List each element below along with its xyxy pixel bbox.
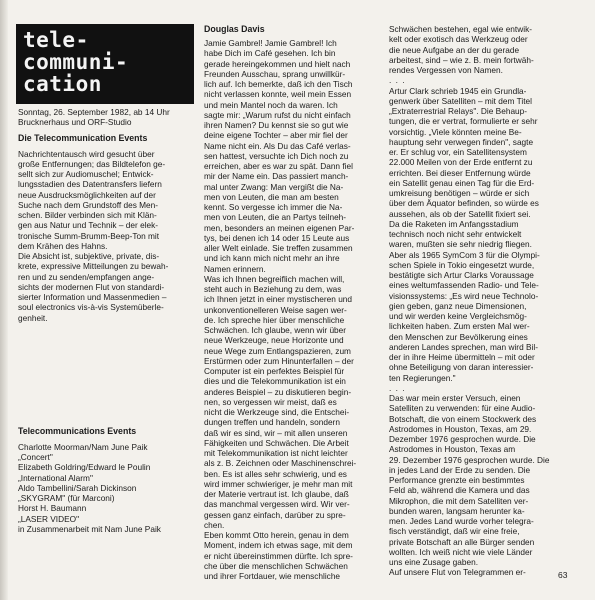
text-line: men von Leuten, die an Partys teilneh- — [204, 212, 347, 223]
text-line: in Zusammenarbeit mit Nam June Paik — [18, 523, 161, 534]
article-text — [204, 38, 380, 581]
text-line: den Menschen zur Bevölkerung eines — [389, 331, 528, 342]
text-line: private Botschaft an alle Bürger senden — [389, 536, 535, 547]
text-line: errichten. Bei dieser Entfernung würde — [389, 167, 531, 178]
text-line: Elizabeth Goldring/Edward le Poulin — [18, 462, 151, 473]
binding-gutter — [0, 0, 8, 600]
text-line: Artur Clark schrieb 1945 ein Grundla- — [389, 85, 527, 96]
title-block — [16, 24, 194, 104]
text-line: krete, expressive Mitteilungen zu bewah- — [18, 261, 169, 272]
text-line: tys, bei denen ich 14 oder 15 Leute aus — [204, 232, 350, 243]
column-middle — [204, 24, 380, 581]
text-line: lichkeiten haben. Zum ersten Mal wer- — [389, 321, 530, 332]
text-line: ein Satellit genau einen Tag für die Erd- — [389, 177, 535, 188]
text-line: Astrodomes in Houston, Texas am — [389, 444, 516, 455]
text-line: große Entfernungen; das Bildtelefon ge- — [18, 158, 166, 169]
text-line: Astrodomes in Houston, Texas, am 29. — [389, 423, 532, 434]
text-line: Nachrichtentausch wird gesucht über — [18, 148, 155, 159]
text-line: Schwächen bestehen, egal wie entwik- — [389, 24, 532, 34]
text-line: Jamie Gambrel! Jamie Gambrel! Ich — [204, 38, 337, 48]
text-line: Erstürmen oder zum Hinunterfallen – der — [204, 355, 354, 366]
text-line: über dem Äquator befinden, so würde es — [389, 198, 539, 209]
text-line: sierter Information und Massenmedien – — [18, 292, 167, 302]
text-line: gen aus Natur und Technik – der elek- — [18, 220, 159, 231]
text-line: die neue Aufgabe an der du gerade — [389, 44, 520, 55]
text-line: bestätigte sich Artur Clarks Voraussage — [389, 270, 534, 280]
text-line: „SKYGRAM" (für Marconi) — [18, 493, 115, 503]
text-line: men. Jedes Land wurde vorher telegra- — [389, 516, 534, 526]
article-text-continued — [389, 24, 575, 75]
clark-paragraph — [389, 86, 575, 383]
text-line: rendes Vergessen von Namen. — [389, 65, 503, 75]
text-line: neue Wege zum Entlangspazieren, zum — [204, 345, 351, 356]
text-line: neue Ausdrucksmöglichkeiten auf der — [18, 189, 156, 200]
event-venue: Brucknerhaus und ORF-Studio — [18, 117, 132, 128]
text-line: schen Spiele in Tokio eingesetzt wurde, — [389, 259, 535, 270]
text-line: Aber als 1965 SymCom 3 für die Olympi- — [389, 249, 540, 260]
text-line: daß wir es sind, wir – mit allen unseren — [204, 427, 348, 438]
text-line: lungsstadien des Datentransfers liefern — [18, 179, 162, 190]
text-line: Aldo Tambellini/Sarah Dickinson — [18, 482, 137, 493]
text-line: und wir werden keine Vergleichsmög- — [389, 311, 527, 321]
text-line: Fähigkeiten und Schwächen. Die Arbeit — [204, 437, 349, 448]
text-line: erreichen, aber es war zu spät. Dann fiel — [204, 161, 353, 171]
text-line: tronische Summ-Brumm-Beep-Ton mit — [18, 230, 160, 241]
text-line: „LASER VIDEO" — [18, 513, 80, 524]
text-line: Charlotte Moorman/Nam June Paik — [18, 441, 148, 452]
column-left — [18, 107, 194, 534]
text-line: vorsichtig. „Viele könnten meine Be- — [389, 126, 522, 137]
text-line: gessen ganz einfach, darüber zu spre- — [204, 509, 346, 520]
text-line: mal unter Zwang: Man vergißt die Na- — [204, 181, 344, 192]
text-line: technisch noch nicht sehr entwickelt — [389, 229, 522, 239]
text-line: Eben kommt Otto herein, genau in dem — [204, 530, 349, 540]
text-line: und ich kann mich nicht mehr an ihre — [204, 253, 340, 264]
text-line: der Materie vertraut ist. Ich glaube, daß — [204, 489, 349, 499]
text-line: waren, mußten sie sehr niedrig fliegen. — [389, 239, 532, 250]
text-line: gerade hereingekommen und hielt nach — [204, 58, 351, 69]
text-line: anderes Beispiel – zu diskutieren begin- — [204, 386, 352, 397]
text-line: ten Regierungen." — [389, 372, 456, 383]
text-line: Dezember 1976 gesprochen wurde. Die — [389, 434, 536, 444]
text-line: nen, so vergessen wir meist, daß es — [204, 396, 337, 407]
text-line: sichts der modernen Flut von standardi- — [18, 281, 165, 292]
text-line: kelt oder exotisch das Werkzeug oder — [389, 34, 528, 45]
text-line: che über die menschlichen Schwächen — [204, 560, 348, 571]
text-line: umkreisung benötigen – würde er sich — [389, 188, 530, 198]
text-line: dungen treffen und handeln, sondern — [204, 417, 340, 428]
text-line: habe Dich im Café gesehen. Ich bin — [204, 48, 336, 59]
text-line: aussehen, als ob der Satellit fixiert sei. — [389, 208, 531, 219]
text-line: fisch verständigt, daß wir eine freie, — [389, 526, 520, 537]
text-line: soul electronics vis-à-vis Systemüberle- — [18, 302, 164, 313]
text-line: bunden waren, langsam herunter ka- — [389, 505, 525, 516]
text-line: Auf unsere Flut von Telegrammen er- — [389, 567, 526, 578]
text-line: genheit. — [18, 312, 48, 323]
text-line: aller Welt einlade. Sie treffen zusammen — [204, 243, 353, 253]
text-line: Mikrophon, die mit dem Satelliten ver- — [389, 495, 529, 506]
text-line: tungen, die er vertrat, formulierte er sehr — [389, 116, 538, 127]
text-line: ohne Beteiligung von daran interessier- — [389, 362, 534, 373]
text-line: de. Ich spreche hier über menschliche — [204, 314, 345, 325]
ellipsis: . . . — [389, 382, 406, 393]
text-line: schen. Bilder verbinden sich mit Klän- — [18, 210, 157, 220]
text-line: kennt. So vergesse ich immer die Na- — [204, 202, 343, 212]
text-line: chen. — [204, 519, 225, 530]
text-line: Freunden Ausschau, sprang unwillkür- — [204, 68, 346, 79]
events-list — [18, 442, 194, 534]
text-line: ich Ihnen jetzt in einer mystischeren und — [204, 294, 353, 305]
event-date: Sonntag, 26. September 1982, ab 14 Uhr — [18, 107, 170, 117]
text-line: genwerk über Satelliten – mit dem Titel — [389, 95, 532, 106]
page-number: 63 — [558, 570, 568, 580]
text-line: der in ihre Heime übermitteln – mit oder — [389, 352, 535, 362]
text-line: gien geben, ganz neue Dimensionen, — [389, 300, 527, 311]
text-line: ihren Namen? Du kennst sie so gut wie — [204, 120, 349, 130]
text-line: neue Werkzeuge, neue Horizonte und — [204, 335, 344, 346]
satellite-paragraph — [389, 393, 575, 578]
text-line: mir der Name ein. Das passiert manch- — [204, 171, 349, 182]
text-line: in jedes Land der Erde zu senden. Die — [389, 464, 531, 475]
text-line: Das war mein erster Versuch, einen — [389, 393, 521, 403]
text-line: „Concert" — [18, 452, 53, 462]
text-line: er nicht übereinstimmen dürfte. Ich spre- — [204, 550, 353, 561]
text-line: men, besonders an meinen eigenen Par- — [204, 222, 355, 233]
text-line: Feld ab, während die Kamera und das — [389, 485, 530, 496]
events-heading: Die Telecommunication Events — [18, 132, 148, 143]
text-line: unkonventionelleren Weise sagen wer- — [204, 304, 347, 315]
text-line: nicht verlassen konnte, weil mein Essen — [204, 89, 352, 100]
title-line: cation — [23, 72, 102, 96]
text-line: dem Krähen des Hahns. — [18, 240, 108, 251]
text-line: mit Telekommunikation ist nicht leichter — [204, 448, 348, 458]
text-line: das manchmal vergessen wird. Wir ver- — [204, 499, 350, 510]
author-name: Douglas Davis — [204, 24, 265, 34]
ellipsis: . . . — [389, 75, 406, 86]
text-line: sellt sich zur Audiomuschel; Entwick- — [18, 169, 154, 179]
text-line: „Extraterrestrial Relays". Die Behaup- — [389, 106, 528, 116]
text-line: sen hattest, versuchte ich Dich noch zu — [204, 150, 349, 161]
list-heading: Telecommunications Events — [18, 425, 137, 436]
text-line: 22.000 Meilen von der Erde entfernt zu — [389, 157, 533, 168]
text-line: Performance grenzte ein bestimmtes — [389, 475, 525, 485]
text-line: lich auf. Ich bemerkte, daß ich den Tisch — [204, 79, 353, 89]
text-line: men von Leuten, die man am besten — [204, 191, 339, 202]
text-line: anderen Landes sprechen, man wird Bil- — [389, 341, 538, 352]
title-line: tele- — [23, 28, 89, 52]
text-line: Schwächen. Ich glaube, wenn wir über — [204, 325, 347, 335]
text-line: dies und die Telekommunikation ist ein — [204, 376, 346, 387]
text-line: Computer ist ein perfektes Beispiel für — [204, 366, 345, 376]
text-line: und ihrer Fortdauer, wie menschliche — [204, 571, 341, 581]
text-line: wollten. Ich weiß nicht wie viele Länder — [389, 546, 533, 557]
text-line: Satelliten zu verwenden: für eine Audio- — [389, 403, 536, 414]
text-line: ren und zu senden/empfangen ange- — [18, 271, 155, 282]
text-line: hauptung sehr verwegen finden", sagte — [389, 136, 534, 147]
text-line: Name nicht ein. Als Du das Café verlas- — [204, 140, 351, 151]
column-right — [389, 24, 575, 578]
text-line: Namen erinnern. — [204, 263, 266, 274]
text-line: er. Er schlug vor, ein Satellitensystem — [389, 147, 527, 157]
intro-text — [18, 149, 194, 323]
text-line: wird immer schwieriger, je mehr man mit — [204, 478, 353, 489]
text-line: Die Absicht ist, subjektive, private, dis- — [18, 251, 160, 261]
text-line: „International Alarm" — [18, 472, 93, 483]
text-line: arbeitest, sind – wie z. B. mein fortwäh- — [389, 54, 534, 65]
text-line: als z. B. Zeichnen oder Maschinenschrei- — [204, 458, 357, 469]
text-line: eines weltumfassenden Radio- und Tele- — [389, 280, 539, 291]
text-line: nicht die Werkzeuge sind, die Entschei- — [204, 407, 350, 417]
text-line: Botschaft, die von einem Stockwerk des — [389, 413, 537, 424]
text-line: und mein Mantel noch da waren. Ich — [204, 99, 338, 110]
text-line: Horst H. Baumann — [18, 503, 87, 514]
text-line: Da die Raketen im Anfangsstadium — [389, 218, 519, 229]
text-line: 29. Dezember 1976 gesprochen wurde. Die — [389, 454, 550, 465]
text-line: Was ich Ihnen begreiflich machen will, — [204, 273, 345, 284]
text-line: steht auch in Beziehung zu dem, was — [204, 284, 342, 294]
text-line: Suche nach dem Grundstoff des Men- — [18, 199, 159, 210]
text-line: sagte mir: „Warum rufst du nicht einfach — [204, 109, 351, 120]
text-line: Moment, indem ich etwas sage, mit dem — [204, 540, 353, 551]
text-line: uns eine Zusage gaben. — [389, 557, 479, 567]
text-line: deine eigene Tochter – aber mir fiel der — [204, 130, 348, 141]
text-line: visionssystems: „Es wird neue Technolo- — [389, 290, 539, 301]
text-line: ben. Es ist alles sehr schwierig, und es — [204, 468, 347, 479]
title-line: communi- — [23, 50, 129, 74]
